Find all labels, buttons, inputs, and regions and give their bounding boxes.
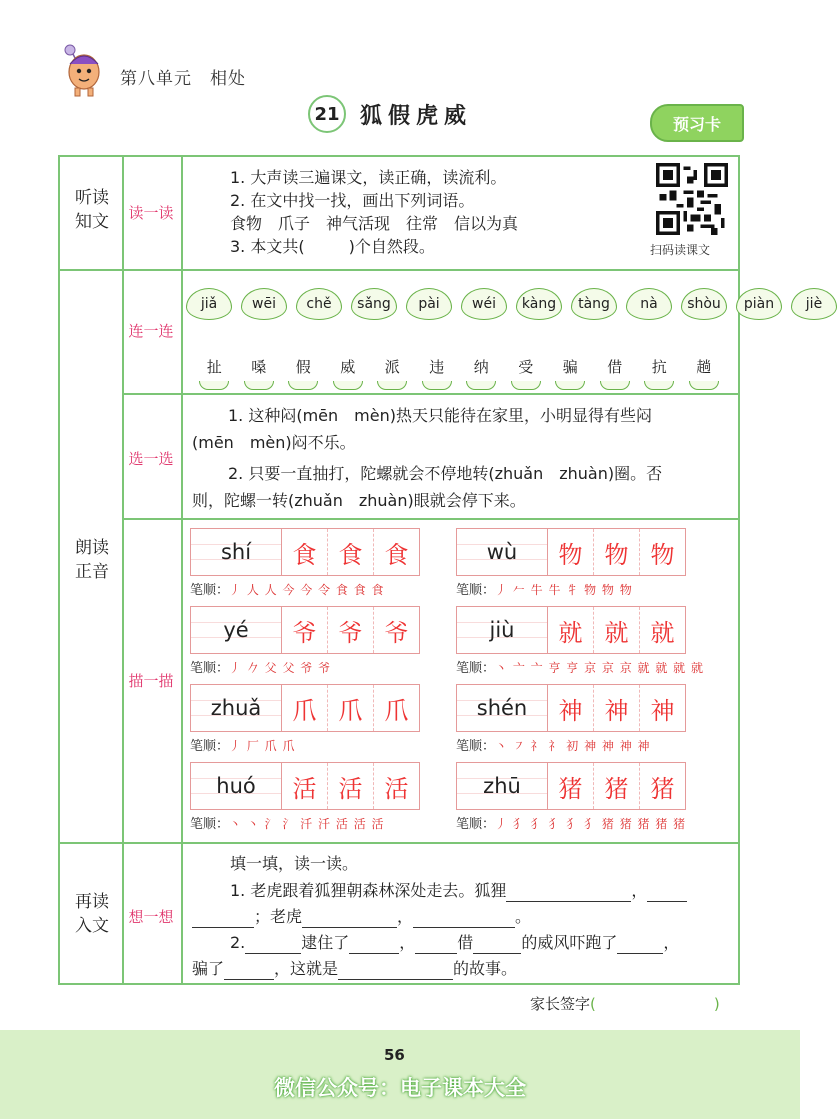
tracing-character[interactable]: 食 (282, 529, 328, 575)
preview-card-tag: 预习卡 (650, 104, 744, 142)
stroke-sequence: 丶 丶 氵 氵 汘 汘 活 活 活 (229, 817, 385, 831)
paragraph-count-prefix: 3. 本文共( (230, 237, 305, 256)
connect-character-text: 威 (340, 358, 356, 376)
connect-character[interactable] (370, 356, 415, 390)
connect-character-text: 派 (384, 358, 400, 376)
stroke-sequence: 丶 亠 亠 亨 亨 京 京 京 就 就 就 就 (495, 661, 704, 675)
tracing-pinyin: shí (191, 529, 282, 575)
tracing-character[interactable]: 爷 (282, 607, 328, 653)
sub-label-read: 读一读 (128, 204, 174, 222)
sub-label-connect: 连一连 (128, 322, 174, 340)
stroke-order-label: 笔顺： (456, 817, 496, 832)
think-q2-line-1 (230, 930, 679, 954)
tracing-character[interactable]: 就 (548, 607, 594, 653)
read-instruction-2: 2. 在文中找一找，画出下列词语。 (230, 191, 475, 210)
leaf-pad (600, 381, 630, 390)
connect-character[interactable] (281, 356, 326, 390)
connect-character[interactable] (459, 356, 504, 390)
tracing-box (190, 606, 420, 654)
stroke-order (190, 579, 385, 598)
character-row (192, 356, 726, 390)
read-word-list: 食物 爪子 神气活现 往常 信以为真 (230, 214, 519, 233)
leaf-pad (333, 381, 363, 390)
leaf-pad (377, 381, 407, 390)
fill-blank[interactable] (192, 904, 254, 928)
scare-text: 的威风吓跑了 (521, 933, 618, 952)
tracing-box (190, 762, 420, 810)
connect-character-text: 趟 (696, 358, 712, 376)
qr-caption: 扫码读课文 (650, 243, 711, 257)
footer-watermark: 微信公众号：电子课本大全 (274, 1076, 526, 1100)
section-label-listen: 听读 知文 (75, 188, 109, 232)
open-paren: ( (590, 995, 596, 1013)
tracing-character[interactable]: 活 (384, 774, 409, 803)
pinyin-leaf[interactable]: chě (296, 288, 342, 320)
q2-number: 2. (230, 933, 246, 952)
story-text: ，这就是 (274, 959, 339, 978)
pinyin-leaf[interactable]: nà (626, 288, 672, 320)
row-divider (122, 518, 738, 520)
fill-blank[interactable] (647, 878, 687, 902)
connect-character-text: 抗 (651, 358, 667, 376)
tracing-pinyin: yé (191, 607, 282, 653)
read-instruction-1: 1. 大声读三遍课文，读正确，读流利。 (230, 168, 507, 187)
column-divider (181, 157, 183, 983)
leaf-pad (511, 381, 541, 390)
tracing-character[interactable]: 爪 (282, 685, 328, 731)
row-divider (122, 393, 738, 395)
tracing-character[interactable]: 爷 (328, 607, 374, 653)
stroke-sequence: 丿 厂 爪 爪 (229, 739, 296, 753)
stroke-order-label: 笔顺： (456, 661, 496, 676)
fill-blank[interactable] (338, 956, 453, 980)
stroke-order-label: 笔顺： (190, 739, 230, 754)
pinyin-leaf[interactable]: sǎng (351, 288, 397, 320)
stroke-order-label: 笔顺： (190, 817, 230, 832)
connect-character[interactable] (593, 356, 638, 390)
pinyin-leaf[interactable]: wéi (461, 288, 507, 320)
stroke-order (456, 657, 704, 676)
connect-character[interactable] (237, 356, 282, 390)
tracing-character[interactable]: 神 (650, 696, 675, 725)
sub-label-trace: 描一描 (128, 672, 174, 690)
caught-text: 逮住了 (301, 933, 350, 952)
choose-question-2-line-1: 2. 只要一直抽打，陀螺就会不停地转(zhuǎn zhuàn)圈。否 (228, 464, 663, 483)
choose-question-1-line-2: (mēn mèn)闷不乐。 (192, 433, 356, 452)
story-end-text: 的故事。 (453, 959, 518, 978)
leaf-pad (689, 381, 719, 390)
close-paren: ) (713, 995, 720, 1013)
stroke-order (190, 735, 295, 754)
borrow-text: 借 (457, 933, 474, 952)
tracing-character[interactable]: 食 (384, 540, 409, 569)
connect-character-text: 纳 (473, 358, 489, 376)
stroke-order (456, 735, 651, 754)
fill-blank[interactable] (349, 930, 399, 954)
tracing-pinyin: huó (191, 763, 282, 809)
tracing-box (456, 684, 686, 732)
connect-character-text: 嗓 (251, 358, 267, 376)
fill-blank[interactable] (245, 930, 301, 954)
tracing-pinyin: jiù (457, 607, 548, 653)
tracing-character[interactable]: 猪 (594, 763, 640, 809)
tracing-character[interactable]: 就 (650, 618, 675, 647)
stroke-order (456, 813, 686, 832)
tracing-box (456, 606, 686, 654)
connect-character-text: 扯 (206, 358, 222, 376)
stroke-order (456, 579, 633, 598)
stroke-order-label: 笔顺： (190, 583, 230, 598)
leaf-pad (555, 381, 585, 390)
tracing-box (456, 528, 686, 576)
read-instruction-3 (230, 235, 435, 258)
stroke-sequence: 丿 犭 犭 犭 犭 犭 猪 猪 猪 猪 猪 (495, 817, 687, 831)
pinyin-leaf[interactable]: tàng (571, 288, 617, 320)
stroke-sequence: 丿 人 人 今 今 令 食 食 食 (229, 583, 385, 597)
connect-character-text: 受 (518, 358, 534, 376)
tracing-character[interactable]: 爷 (384, 618, 409, 647)
tracing-pinyin: shén (457, 685, 548, 731)
tracing-character[interactable]: 神 (594, 685, 640, 731)
tracing-character[interactable]: 爪 (384, 696, 409, 725)
connect-character-text: 违 (429, 358, 445, 376)
row-divider (60, 842, 738, 844)
row-divider (60, 269, 738, 271)
qr-code-icon[interactable] (656, 163, 728, 235)
pinyin-leaf-row (186, 288, 837, 320)
page-number: 56 (384, 1046, 405, 1064)
section-label-reread: 再读 入文 (75, 892, 109, 936)
unit-title: 第八单元 相处 (120, 69, 246, 89)
tiger-text: ；老虎 (254, 907, 303, 926)
leaf-pad (199, 381, 229, 390)
stroke-order-label: 笔顺： (190, 661, 230, 676)
tracing-box (190, 684, 420, 732)
connect-character-text: 骗 (562, 358, 578, 376)
stroke-sequence: 丿 𠂉 牛 牛 牜 物 物 物 (495, 583, 633, 597)
stroke-sequence: 丶 ㇇ 礻 礻 初 神 神 神 神 (495, 739, 651, 753)
leaf-pad (244, 381, 274, 390)
pinyin-leaf[interactable]: shòu (681, 288, 727, 320)
fill-blank[interactable] (415, 930, 457, 954)
think-q1-line-1 (230, 878, 687, 902)
tracing-pinyin: zhuǎ (191, 685, 282, 731)
fill-blank[interactable] (224, 956, 274, 980)
connect-character[interactable] (192, 356, 237, 390)
connect-character[interactable] (415, 356, 460, 390)
tracing-character[interactable]: 物 (548, 529, 594, 575)
tracing-character[interactable]: 猪 (650, 774, 675, 803)
mascot-illustration (58, 42, 106, 98)
pinyin-leaf[interactable]: piàn (736, 288, 782, 320)
think-q2-line-2 (192, 956, 517, 980)
parent-signature-label: 家长签字 (530, 995, 591, 1013)
tracing-pinyin: zhū (457, 763, 548, 809)
connect-character[interactable] (326, 356, 371, 390)
lesson-title: 狐假虎威 (360, 103, 473, 129)
pinyin-leaf[interactable]: kàng (516, 288, 562, 320)
tracing-pinyin: wù (457, 529, 548, 575)
period: 。 (515, 907, 532, 926)
connect-character[interactable] (682, 356, 727, 390)
tracing-box (456, 762, 686, 810)
section-label-pronounce: 朗读 正音 (75, 538, 109, 582)
connect-character[interactable] (548, 356, 593, 390)
stroke-order (190, 813, 385, 832)
pinyin-leaf[interactable]: pài (406, 288, 452, 320)
pinyin-leaf[interactable]: jiǎ (186, 288, 232, 320)
stroke-order-label: 笔顺： (456, 739, 496, 754)
tracing-character[interactable]: 猪 (548, 763, 594, 809)
fill-blank[interactable] (473, 930, 521, 954)
tracing-box (190, 528, 420, 576)
tracing-character[interactable]: 活 (282, 763, 328, 809)
cheated-text: 骗了 (192, 959, 225, 978)
comma: ， (399, 933, 416, 952)
tracing-character[interactable]: 神 (548, 685, 594, 731)
sub-label-think: 想一想 (128, 908, 174, 926)
tracing-character[interactable]: 活 (328, 763, 374, 809)
stroke-order (190, 657, 331, 676)
connect-character-text: 假 (295, 358, 311, 376)
sub-label-choose: 选一选 (128, 450, 174, 468)
comma: ， (631, 881, 648, 900)
choose-question-2-line-2: 则，陀螺一转(zhuǎn zhuàn)眼就会停下来。 (192, 491, 526, 510)
fill-blank[interactable] (506, 878, 631, 902)
choose-question-1-line-1: 1. 这种闷(mēn mèn)热天只能待在家里，小明显得有些闷 (228, 406, 652, 425)
fill-blank[interactable] (413, 904, 515, 928)
leaf-pad (422, 381, 452, 390)
tracing-character[interactable]: 爪 (328, 685, 374, 731)
fill-blank[interactable] (302, 904, 397, 928)
comma: ， (663, 933, 680, 952)
leaf-pad (288, 381, 318, 390)
think-q1-text: 1. 老虎跟着狐狸朝森林深处走去。狐狸 (230, 881, 507, 900)
tracing-character[interactable]: 物 (650, 540, 675, 569)
leaf-pad (644, 381, 674, 390)
comma: ， (397, 907, 414, 926)
connect-character[interactable] (637, 356, 682, 390)
tracing-character[interactable]: 就 (594, 607, 640, 653)
connect-character-text: 借 (607, 358, 623, 376)
think-q1-line-2 (192, 904, 531, 928)
stroke-sequence: 丿 𠂊 父 父 爷 爷 (229, 661, 332, 675)
stroke-order-label: 笔顺： (456, 583, 496, 598)
paragraph-count-suffix: )个自然段。 (348, 237, 435, 256)
leaf-pad (466, 381, 496, 390)
lesson-number: 21 (308, 95, 346, 133)
connect-character[interactable] (504, 356, 549, 390)
lesson-heading (308, 96, 472, 132)
fill-blank[interactable] (617, 930, 663, 954)
tracing-character[interactable]: 食 (328, 529, 374, 575)
pinyin-leaf[interactable]: wēi (241, 288, 287, 320)
pinyin-leaf[interactable]: jiè (791, 288, 837, 320)
tracing-character[interactable]: 物 (594, 529, 640, 575)
parent-signature (530, 993, 720, 1014)
think-intro: 填一填，读一读。 (230, 854, 359, 873)
